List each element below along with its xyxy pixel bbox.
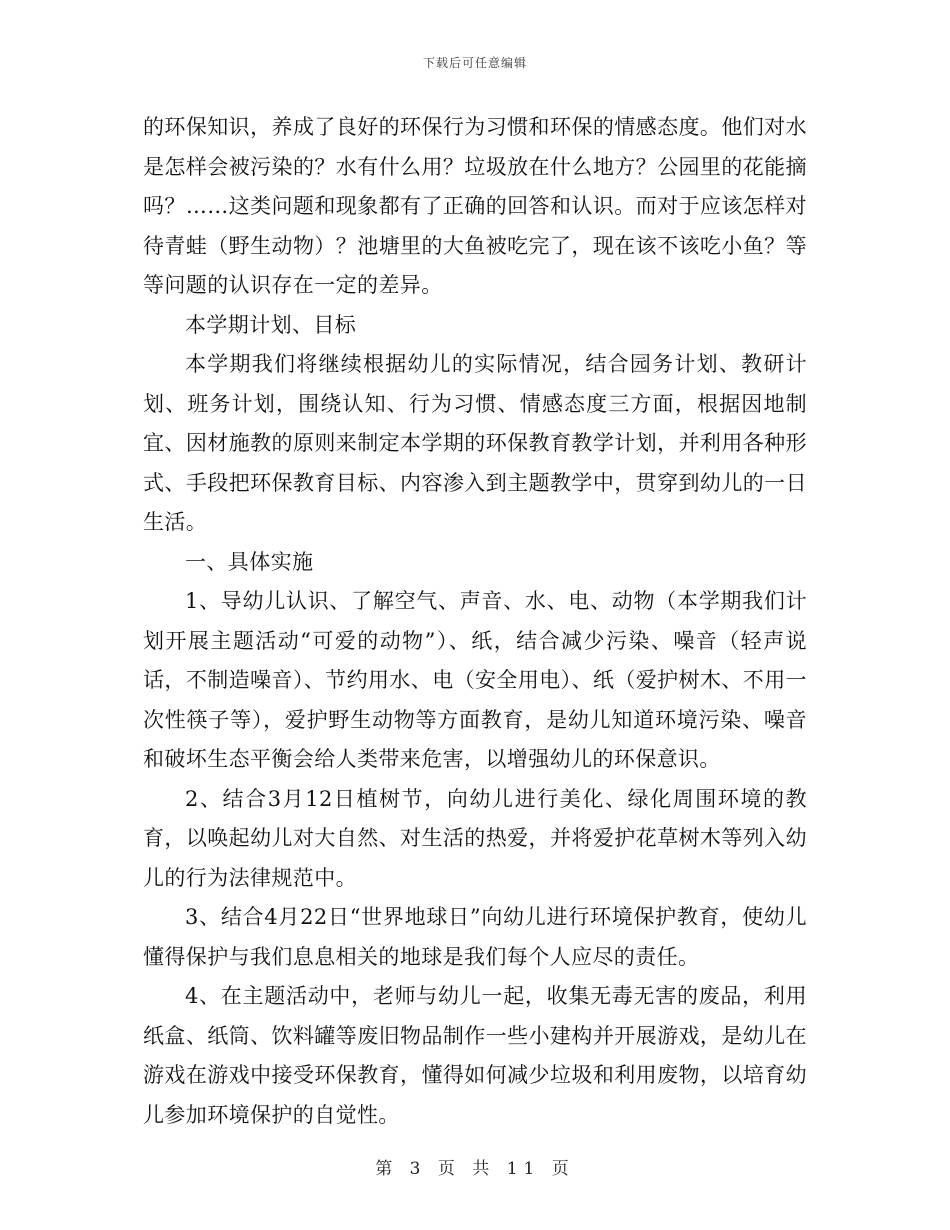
paragraph-continuation: 的环保知识，养成了良好的环保行为习惯和环保的情感态度。他们对水是怎样会被污染的？水有什么用？垃圾放在什么地方？公园里的花能摘吗？……这类问题和现象都有了正确的回答和认识。而对于应该怎样对待青蛙（野生动物）？池塘里的大鱼被吃完了，现在该不该吃小鱼？等等问题的认识存在一定的差异。 <box>143 115 807 297</box>
list-item-2: 2、结合3月12日植树节，向幼儿进行美化、绿化周围环境的教育，以唤起幼儿对大自然、对生活的热爱，并将爱护花草树木等列入幼儿的行为法律规范中。 <box>143 786 807 890</box>
page-number-footer: 第 3 页 共 11 页 <box>375 1159 575 1179</box>
section-heading-implementation: 一、具体实施 <box>185 549 314 574</box>
document-body <box>143 108 807 1135</box>
list-item-1: 1、导幼儿认识、了解空气、声音、水、电、动物（本学期我们计划开展主题活动“可爱的动物”）、纸，结合减少污染、噪音（轻声说话，不制造噪音）、节约用水、电（安全用电）、纸（爱护树木、不用一次性筷子等），爱护野生动物等方面教育，是幼儿知道环境污染、噪音和破坏生态平衡会给人类带来危害，以增强幼儿的环保意识。 <box>143 589 807 771</box>
list-item-3: 3、结合4月22日“世界地球日”向幼儿进行环境保护教育，使幼儿懂得保护与我们息息相关的地球是我们每个人应尽的责任。 <box>143 905 807 969</box>
page-header: 下载后可任意编辑 <box>422 56 527 70</box>
paragraph-semester-plan: 本学期我们将继续根据幼儿的实际情况，结合园务计划、教研计划、班务计划，围绕认知、行为习惯、情感态度三方面，根据因地制宜、因材施教的原则来制定本学期的环保教育教学计划，并利用各种形式、手段把环保教育目标、内容渗入到主题教学中，贯穿到幼儿的一日生活。 <box>143 352 807 534</box>
section-heading-plan-goals: 本学期计划、目标 <box>185 312 357 337</box>
list-item-4: 4、在主题活动中，老师与幼儿一起，收集无毒无害的废品，利用纸盒、纸筒、饮料罐等废旧物品制作一些小建构并开展游戏，是幼儿在游戏在游戏中接受环保教育，懂得如何减少垃圾和利用废物，以培育幼儿参加环境保护的自觉性。 <box>143 984 807 1127</box>
